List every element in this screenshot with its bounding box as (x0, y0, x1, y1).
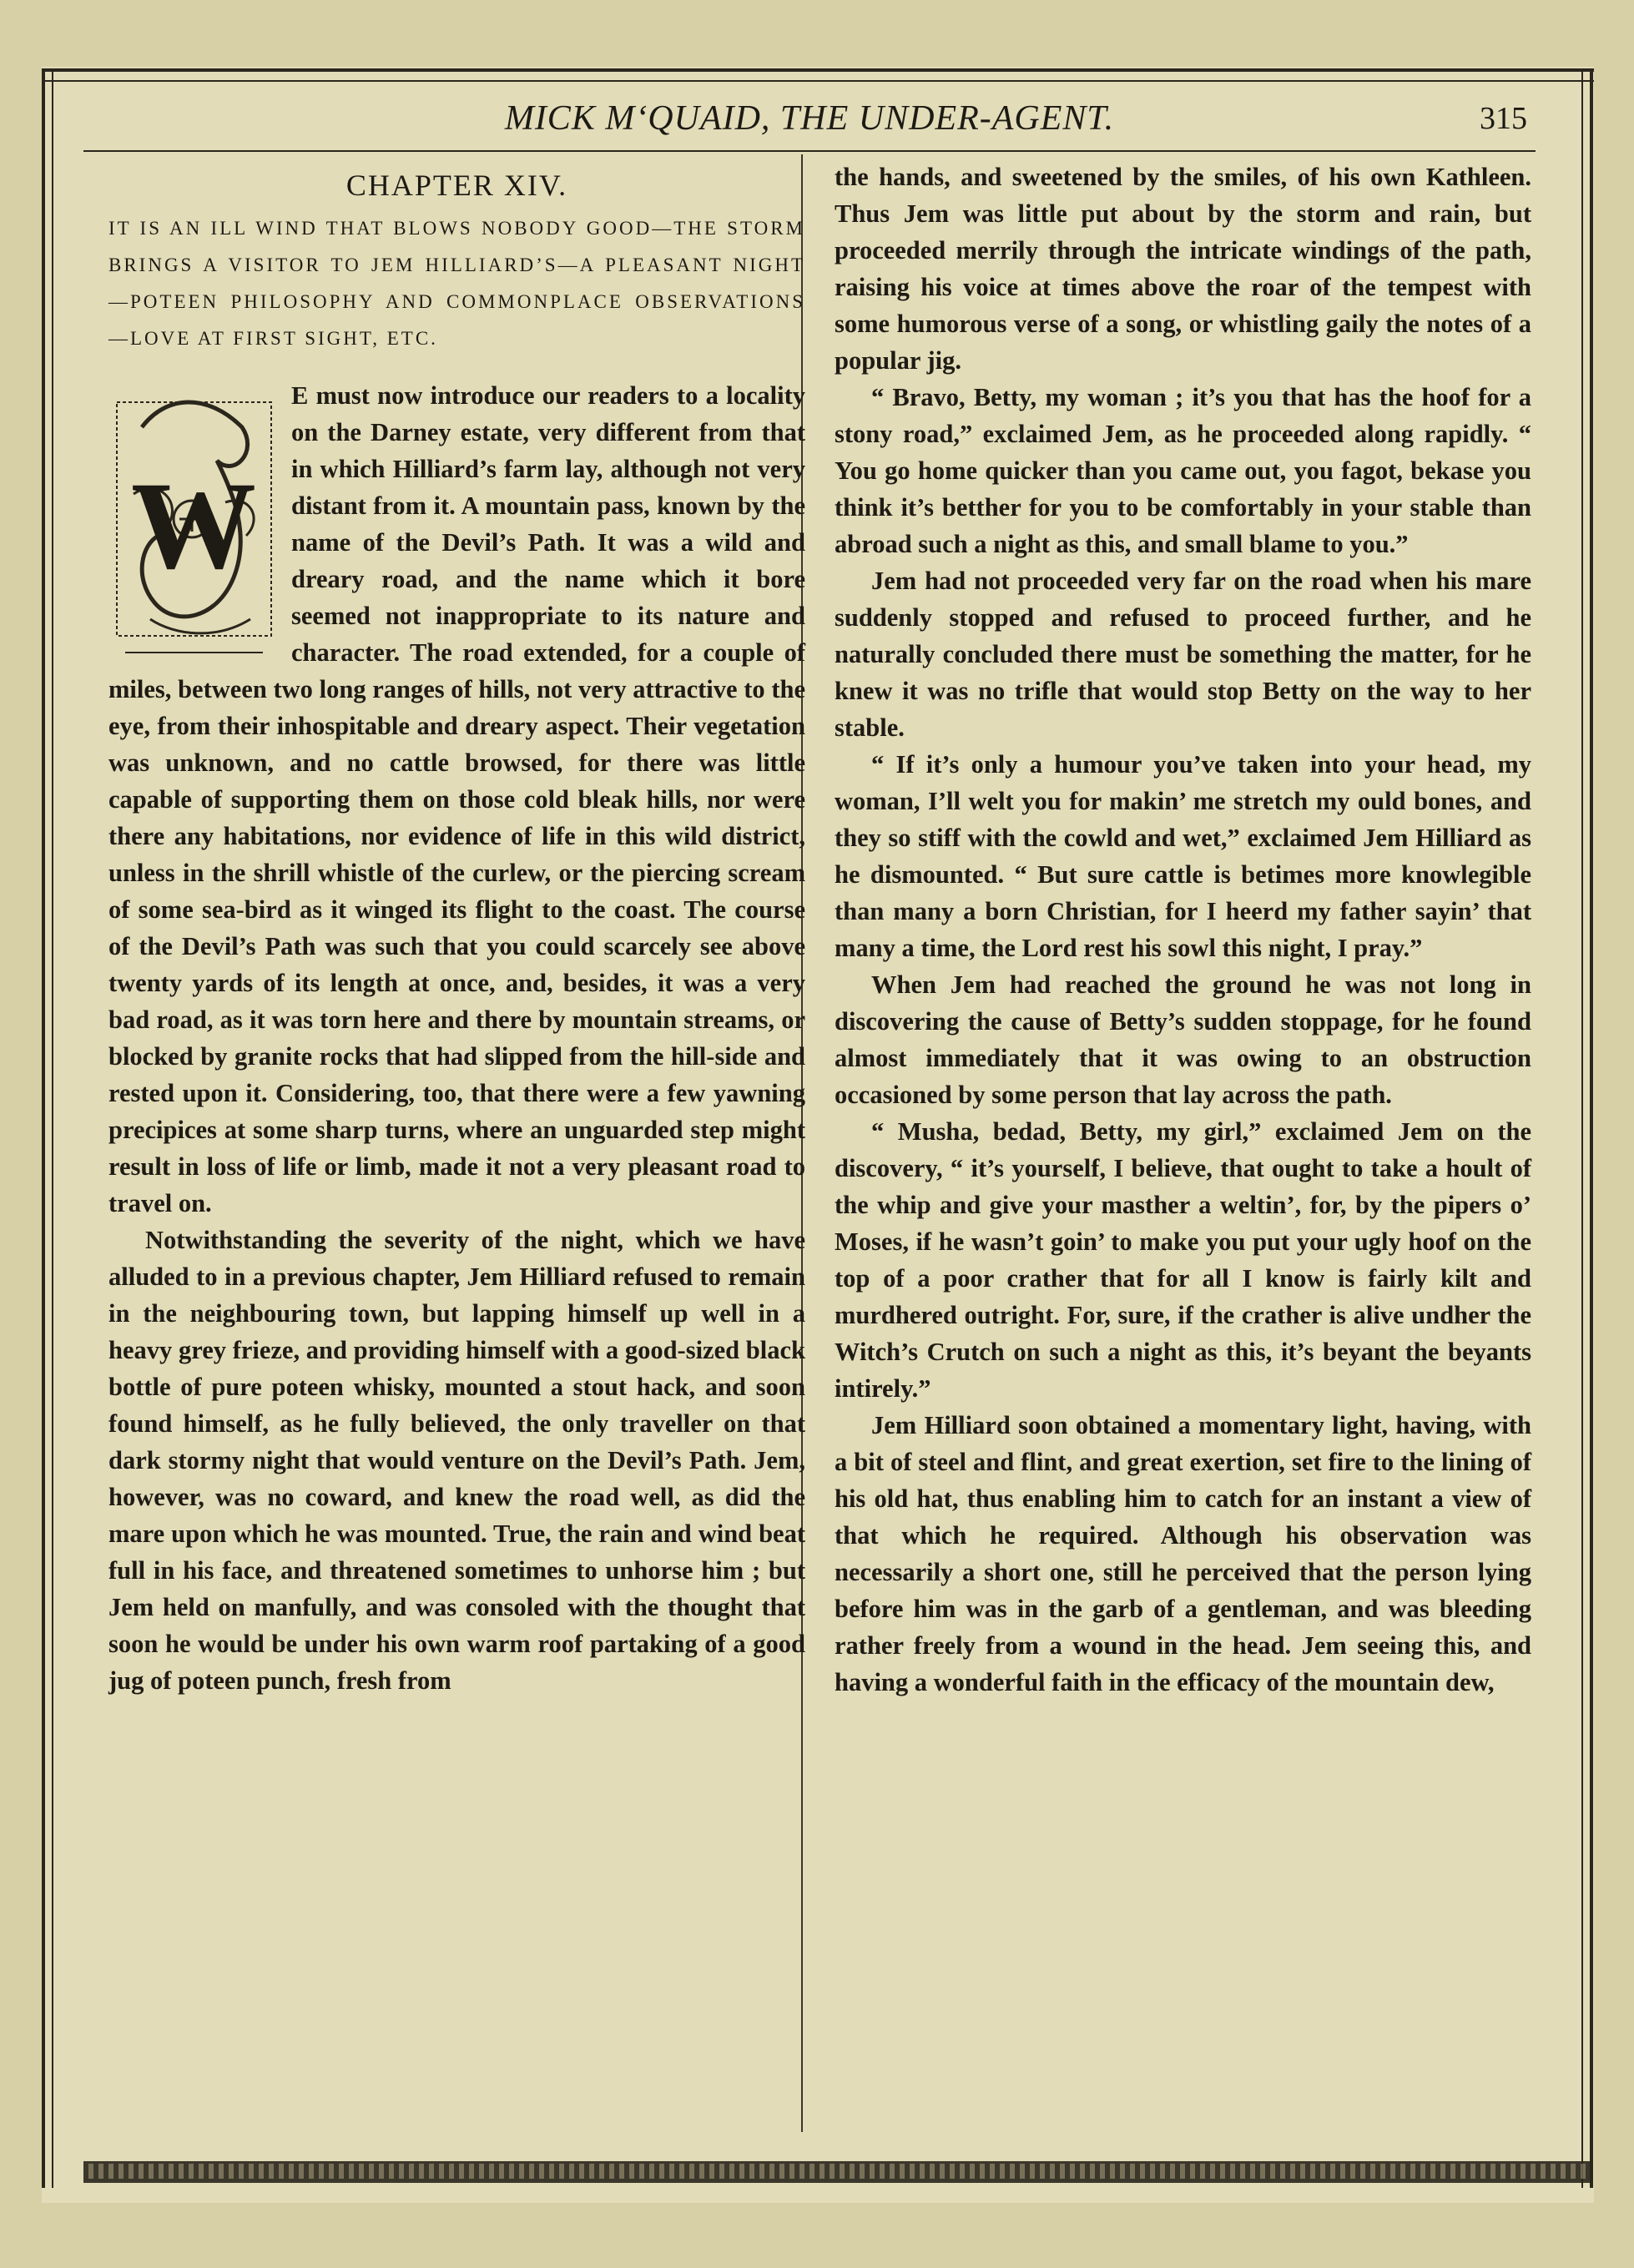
bottom-ornamental-rule (83, 2161, 1590, 2183)
running-title: MICK M‘QUAID, THE UNDER-AGENT. (504, 99, 1115, 138)
paragraph: “ Musha, bedad, Betty, my girl,” exclaimed Jem on the discovery, “ it’s yourself, I believe, that ought to take a hoult of the whip and give your masther a weltin’, for, by the pipers o’ Moses, if he wasn’t goin’ to make you put your ugly hoof on the top of a poor crather that for all I know is fairly kilt and murdhered outright. For, sure, if the crather is alive undher the Witch’s Crutch on such a night as this, it’s beyant the beyants intirely.” (835, 1117, 1531, 1403)
paragraph: the hands, and sweetened by the smiles, of his own Kathleen. Thus Jem was little put about by the storm and rain, but proceeded merrily through the intricate windings of the path, raising his voice at times above the roar of the tempest with some humorous verse of a song, or whistling gaily the notes of a popular jig. (835, 163, 1531, 375)
paragraph: Jem Hilliard soon obtained a momentary light, having, with a bit of steel and flint, and great exertion, set fire to the lining of his old hat, thus enabling him to catch for an instant a view of that which he required. Although his observation was necessarily a short one, still he perceived that the person lying before him was in the garb of a gentleman, and was bleeding rather freely from a wound in the head. Jem seeing this, and having a wonderful faith in the efficacy of the mountain dew, (835, 1411, 1531, 1696)
left-border-rule (42, 68, 53, 2188)
paragraph: Notwithstanding the severity of the night, which we have alluded to in a previous chapter, Jem Hilliard refused to remain in the neighbouring town, but lapping himself up well in a heavy grey frieze, and providing himself with a good-sized black bottle of pure poteen whisky, mounted a stout hack, and soon found himself, as he fully believed, the only traveller on that dark stormy night that would venture on the Devil’s Path. Jem, however, was no coward, and knew the road well, as did the mare upon which he was mounted. True, the rain and wind beat full in his face, and threatened sometimes to unhorse him ; but Jem held on manfully, and was consoled with the thought that soon he would be under his own warm roof partaking of a good jug of poteen punch, fresh from (108, 1226, 805, 1695)
right-column (835, 159, 1531, 1701)
paragraph: “ Bravo, Betty, my woman ; it’s you that has the hoof for a stony road,” exclaimed Jem, as he proceeded along rapidly. “ You go home quicker than you came out, you fagot, bekase you think it’s betther for you to be comfortably in your stable than abroad such a night as this, and small blame to you.” (835, 383, 1531, 558)
chapter-heading: CHAPTER XIV. (345, 169, 568, 202)
page-number: 315 (1480, 101, 1527, 136)
paragraph: “ If it’s only a humour you’ve taken into your head, my woman, I’ll welt you for makin’ me stretch my ould bones, and they so stiff with the cowld and wet,” exclaimed Jem Hilliard as he dismounted. “ But sure cattle is betimes more knowlegible than many a born Christian, for I heerd my father sayin’ that many a time, the Lord rest his sowl this night, I pray.” (835, 750, 1531, 962)
top-border-rule (42, 68, 1594, 82)
right-border-rule (1581, 68, 1593, 2188)
left-column (108, 159, 805, 1699)
chapter-summary: IT IS AN ILL WIND THAT BLOWS NOBODY GOOD—THE STORM BRINGS A VISITOR TO JEM HILLIARD’S—A PLEASANT NIGHT—POTEEN PHILOSOPHY AND COMMONPLACE OBSERVATIONS—LOVE AT FIRST SIGHT, ETC. (108, 218, 805, 349)
paragraph: When Jem had reached the ground he was not long in discovering the cause of Betty’s sudden stoppage, for he found almost immediately that it was owing to an obstruction occasioned by some person that lay across the path. (835, 970, 1531, 1109)
ornamental-dropcap-icon (108, 377, 280, 661)
paragraph: Jem had not proceeded very far on the road when his mare suddenly stopped and refused to proceed further, and he naturally concluded there must be something the matter, for he knew it was no trifle that would stop Betty on the way to her stable. (835, 567, 1531, 742)
paragraph: E must now introduce our readers to a locality on the Darney estate, very different from that in which Hilliard’s farm lay, although not very distant from it. A mountain pass, known by the name of the Devil’s Path. It was a wild and dreary road, and the name which it bore seemed not inappropriate to its nature and character. The road extended, for a couple of miles, between two long ranges of hills, not very attractive to the eye, from their inhospitable and dreary aspect. Their vegetation was unknown, and no cattle browsed, for there was little capable of supporting them on those cold bleak hills, nor were there any habitations, nor evidence of life in this wild district, unless in the shrill whistle of the curlew, or the piercing scream of some sea-bird as it winged its flight to the coast. The course of the Devil’s Path was such that you could scarcely see above twenty yards of its length at once, and, besides, it was a very bad road, as it was torn here and there by mountain streams, or blocked by granite rocks that had slipped from the hill-side and rested upon it. Considering, too, that there were a few yawning precipices at some sharp turns, where an unguarded step might result in loss of life or limb, made it not a very pleasant road to travel on. (108, 381, 805, 1217)
page-header (83, 92, 1536, 152)
opening-paragraph-block (108, 377, 805, 1222)
dropcap-letter: W (131, 456, 256, 595)
